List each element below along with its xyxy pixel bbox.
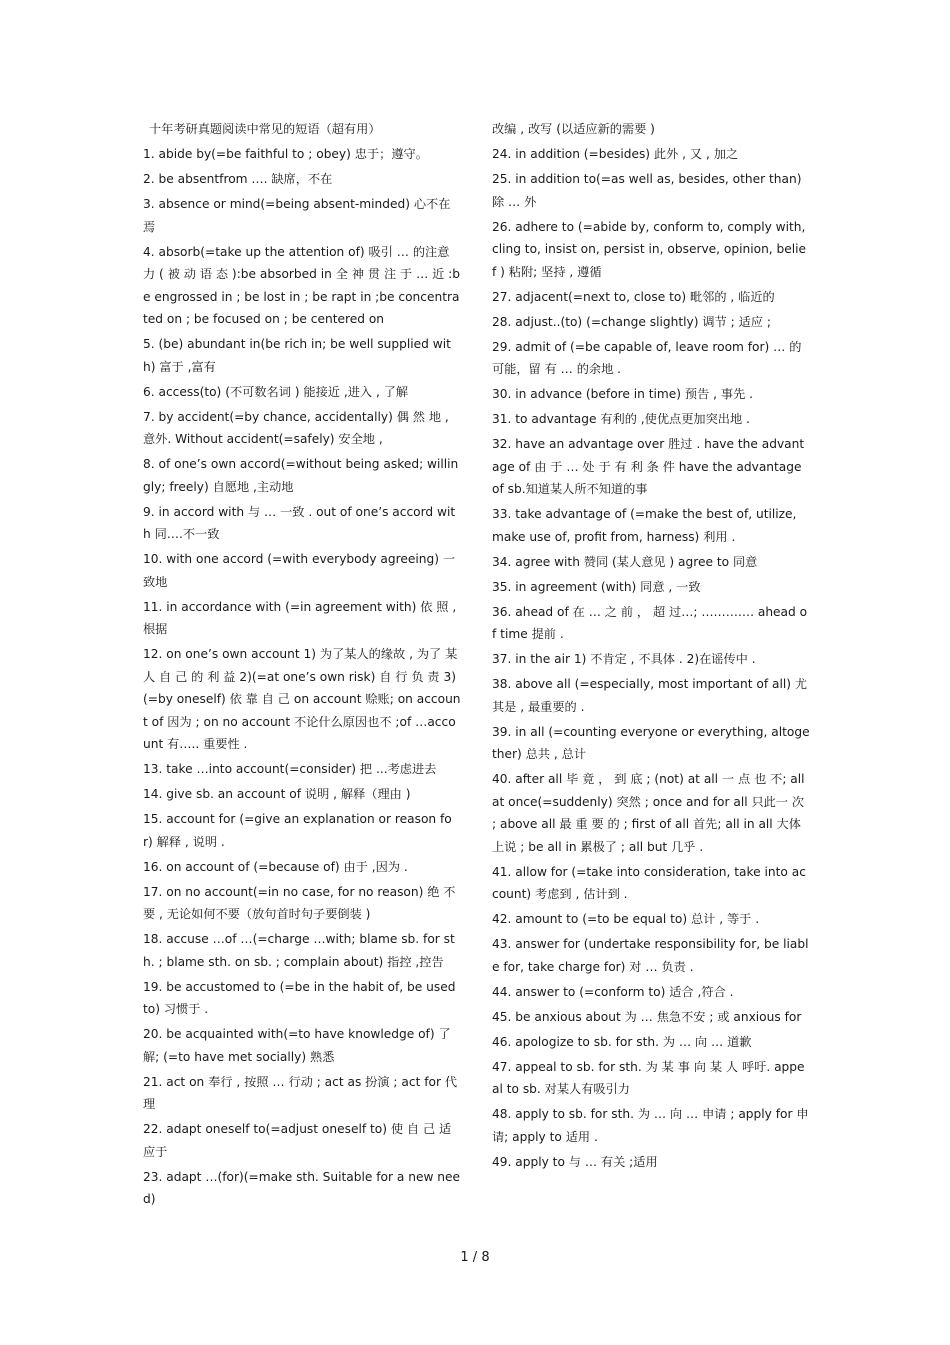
page-number: 1 / 8 [460,1250,490,1265]
phrase-entry: 30. in advance (before in time) 预告 , 事先 . [492,387,754,401]
phrase-entry: 19. be accustomed to (=be in the habit of, be used to) 习惯于 . [143,979,456,1016]
phrase-entry: 11. in accordance with (=in agreement with) 依 照 , 根据 [143,599,457,636]
phrase-entry: 14. give sb. an account of 说明 , 解释（理由 ) [143,787,411,801]
phrase-entry: 改编 , 改写 (以适应新的需要 ) [492,122,655,136]
document-title: 十年考研真题阅读中常见的短语（超有用） [149,122,381,136]
left-column [143,118,461,1213]
phrase-entry: 37. in the air 1) 不肯定 , 不具体 . 2)在谣传中 . [492,652,756,666]
phrase-entry: 39. in all (=counting everyone or everything, altogether) 总共 , 总计 [492,724,810,761]
phrase-entry: 16. on account of (=because of) 由于 ,因为 . [143,859,408,874]
phrase-entry: 10. with one accord (=with everybody agreeing) 一 致地 [143,552,456,589]
phrase-entry: 6. access(to) (不可数名词 ) 能接近 ,进入 , 了解 [143,384,409,399]
phrase-entry: 13. take …into account(=consider) 把 ...考虑进去 [143,762,437,776]
phrase-entry: 48. apply to sb. for sth. 为 … 向 … 申请 ; apply for 申请; apply to 适用 . [492,1107,809,1144]
phrase-entry: 20. be acquainted with(=to have knowledge of) 了 解; (=to have met socially) 熟悉 [143,1027,451,1064]
phrase-entry: 47. appeal to sb. for sth. 为 某 事 向 某 人 呼吁. appeal to sb. 对某人有吸引力 [492,1059,805,1096]
phrase-entry: 17. on no account(=in no case, for no reason) 绝 不 要 , 无论如何不要（放句首时句子要倒装 ) [143,884,456,921]
phrase-entry: 23. adapt …(for)(=make sth. Suitable for a new need) [143,1169,461,1206]
phrase-entry: 12. on one’s own account 1) 为了某人的缘故 , 为了 某 人 自 己 的 利 益 2)(=at one’s own risk) 自 行 负 责 3)(=by oneself) 依 靠 自 己 on account 赊账; on account of 因为 ; on no account 不论什么原因也不 ;of …account 有….. 重要性 . [143,647,461,751]
phrase-entry: 32. have an advantage over 胜过 . have the advantage of 由 于 … 处 于 有 利 条 件 have the advantage of sb.知道某人所不知道的事 [492,437,805,496]
phrase-entry: 36. ahead of 在 … 之 前 ， 超 过…; …………. ahead of time 提前 . [492,604,808,641]
phrase-entry: 29. admit of (=be capable of, leave room for) … 的 可能，留 有 … 的余地 . [492,339,802,376]
phrase-entry: 38. above all (=especially, most important of all) 尤其是 , 最重要的 . [492,677,808,714]
phrase-entry: 18. accuse …of …(=charge …with; blame sb. for sth. ; blame sth. on sb. ; complain about) 指控 ,控告 [143,932,455,969]
phrase-entry: 7. by accident(=by chance, accidentally) 偶 然 地 , 意外. Without accident(=safely) 安全地 , [143,409,449,446]
phrase-entry: 22. adapt oneself to(=adjust oneself to) 使 自 己 适 应于 [143,1122,452,1159]
phrase-entry: 40. after all 毕 竟 ， 到 底 ; (not) at all 一 点 也 不; all at once(=suddenly) 突然 ; once and for all 只此一 次 ; above all 最 重 要 的 ; first of all 首先; all in all 大体上说 ; be all in 累极了 ; all but 几乎 . [492,772,805,854]
phrase-entry: 45. be anxious about 为 … 焦急不安 ; 或 anxious for [492,1009,802,1024]
phrase-entry: 43. answer for (undertake responsibility for, be liable for, take charge for) 对 … 负责 . [492,937,809,974]
phrase-entry: 35. in agreement (with) 同意 , 一致 [492,579,701,594]
phrase-entry: 41. allow for (=take into consideration, take into account) 考虑到 , 估计到 . [492,864,806,901]
phrase-entry: 49. apply to 与 … 有关 ;适用 [492,1154,658,1169]
phrase-entry: 26. adhere to (=abide by, conform to, comply with, cling to, insist on, persist in, observe, opinion, belief ) 粘附; 坚持 , 遵循 [492,219,807,279]
phrase-entry: 1. abide by(=be faithful to ; obey) 忠于；遵守。 [143,147,428,161]
phrase-entry: 9. in accord with 与 … 一致 . out of one’s accord with 同….不一致 [143,504,456,541]
phrase-entry: 4. absorb(=take up the attention of) 吸引 … 的注意力 ( 被 动 语 态 ):be absorbed in 全 神 贯 注 于 … 近 :be engrossed in ; be lost in ; be rapt in ;be concentrated on ; be focused on ; be centered on [143,244,461,326]
phrase-entry: 44. answer to (=conform to) 适合 ,符合 . [492,984,734,999]
phrase-entry: 15. account for (=give an explanation or reason for) 解释 , 说明 . [143,812,452,849]
phrase-entry: 33. take advantage of (=make the best of, utilize, make use of, profit from, harness) 利用 . [492,507,797,544]
phrase-entry: 46. apologize to sb. for sth. 为 … 向 … 道歉 [492,1034,752,1049]
phrase-entry: 2. be absentfrom …. 缺席，不在 [143,172,333,186]
phrase-entry: 24. in addition (=besides) 此外 , 又 , 加之 [492,147,739,161]
phrase-entry: 28. adjust..(to) (=change slightly) 调节 ; 适应 ; [492,314,771,329]
phrase-entry: 3. absence or mind(=being absent-minded) 心不在焉 [143,197,451,234]
right-column [492,118,810,1176]
phrase-entry: 21. act on 奉行 , 按照 … 行动 ; act as 扮演 ; act for 代理 [143,1074,458,1111]
phrase-entry: 27. adjacent(=next to, close to) 毗邻的 , 临近的 [492,289,775,304]
phrase-entry: 25. in addition to(=as well as, besides, other than) 除 … 外 [492,172,802,209]
phrase-entry: 5. (be) abundant in(be rich in; be well supplied with) 富于 ,富有 [143,337,451,374]
phrase-entry: 34. agree with 赞同 (某人意见 ) agree to 同意 [492,554,758,569]
phrase-entry: 8. of one’s own accord(=without being asked; willingly; freely) 自愿地 ,主动地 [143,457,459,494]
phrase-entry: 31. to advantage 有利的 ,使优点更加突出地 . [492,412,750,426]
phrase-entry: 42. amount to (=to be equal to) 总计 , 等于 . [492,912,760,926]
